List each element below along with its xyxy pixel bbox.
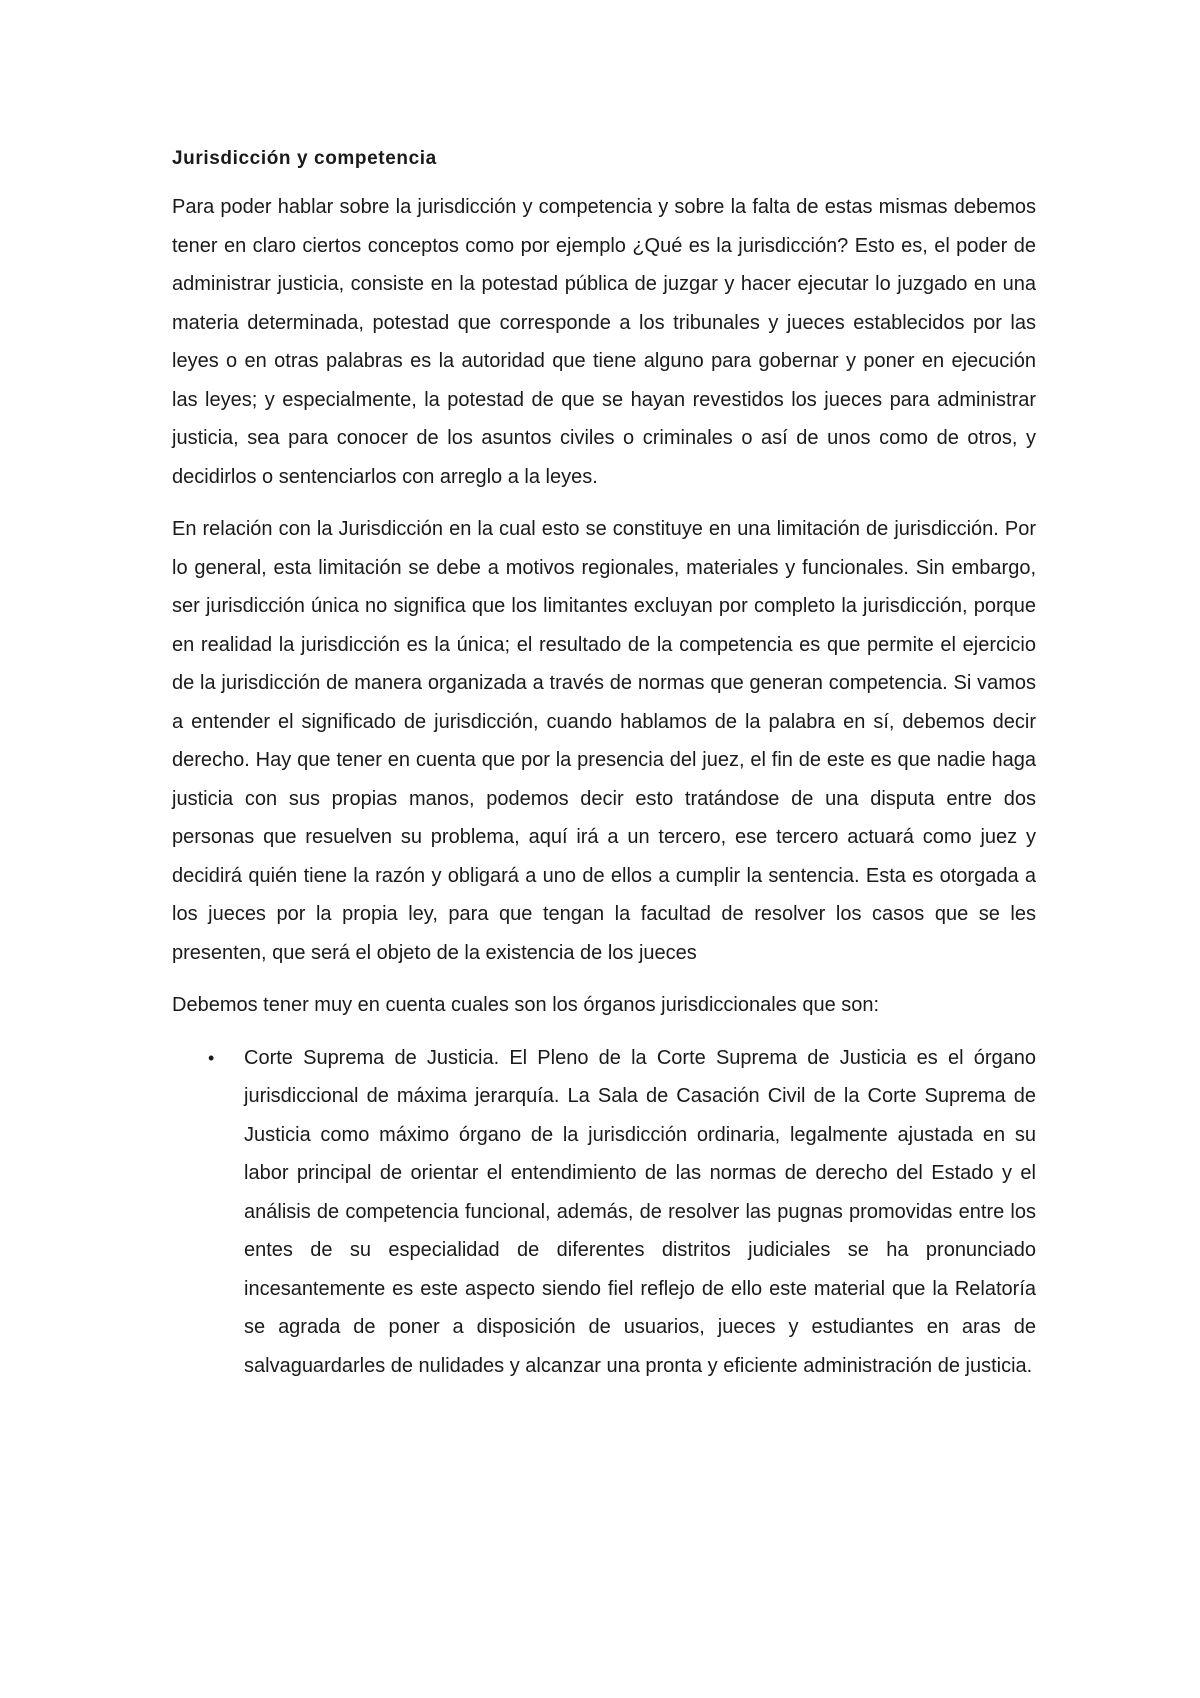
jurisdictional-organs-list	[172, 1039, 1036, 1386]
paragraph-jurisdiction-definition: Para poder hablar sobre la jurisdicción y competencia y sobre la falta de estas mismas debemos tener en claro ciertos conceptos como por ejemplo ¿Qué es la jurisdicción? Esto es, el poder de administrar justicia, consiste en la potestad pública de juzgar y hacer ejecutar lo juzgado en una materia determinada, potestad que corresponde a los tribunales y jueces establecidos por las leyes o en otras palabras es la autoridad que tiene alguno para gobernar y poner en ejecución las leyes; y especialmente, la potestad de que se hayan revestidos los jueces para administrar justicia, sea para conocer de los asuntos civiles o criminales o así de unos como de otros, y decidirlos o sentenciarlos con arreglo a la leyes.	[172, 196, 1036, 488]
document-title: Jurisdicción y competencia	[172, 148, 437, 169]
list-item	[172, 1039, 1036, 1386]
bullet-icon: •	[208, 1047, 215, 1068]
list-item-text: Corte Suprema de Justicia. El Pleno de la Corte Suprema de Justicia es el órgano jurisdiccional de máxima jerarquía. La Sala de Casación Civil de la Corte Suprema de Justicia como máximo órgano de la jurisdicción ordinaria, legalmente ajustada en su labor principal de orientar el entendimiento de las normas de derecho del Estado y el análisis de competencia funcional, además, de resolver las pugnas promovidas entre los entes de su especialidad de diferentes distritos judiciales se ha pronunciado incesantemente es este aspecto siendo fiel reflejo de ello este material que la Relatoría se agrada de poner a disposición de usuarios, jueces y estudiantes en aras de salvaguardarles de nulidades y alcanzar una pronta y eficiente administración de justicia.	[244, 1046, 1036, 1377]
document-body	[172, 140, 1036, 1385]
paragraph-organs-intro: Debemos tener muy en cuenta cuales son los órganos jurisdiccionales que son:	[172, 994, 880, 1016]
paragraph-jurisdiction-limitation: En relación con la Jurisdicción en la cual esto se constituye en una limitación de jurisdicción. Por lo general, esta limitación se debe a motivos regionales, materiales y funcionales. Sin embargo, ser jurisdicción única no significa que los limitantes excluyan por completo la jurisdicción, porque en realidad la jurisdicción es la única; el resultado de la competencia es que permite el ejercicio de la jurisdicción de manera organizada a través de normas que generan competencia. Si vamos a entender el significado de jurisdicción, cuando hablamos de la palabra en sí, debemos decir derecho. Hay que tener en cuenta que por la presencia del juez, el fin de este es que nadie haga justicia con sus propias manos, podemos decir esto tratándose de una disputa entre dos personas que resuelven su problema, aquí irá a un tercero, ese tercero actuará como juez y decidirá quién tiene la razón y obligará a uno de ellos a cumplir la sentencia. Esta es otorgada a los jueces por la propia ley, para que tengan la facultad de resolver los casos que se les presenten, que será el objeto de la existencia de los jueces	[172, 518, 1036, 964]
